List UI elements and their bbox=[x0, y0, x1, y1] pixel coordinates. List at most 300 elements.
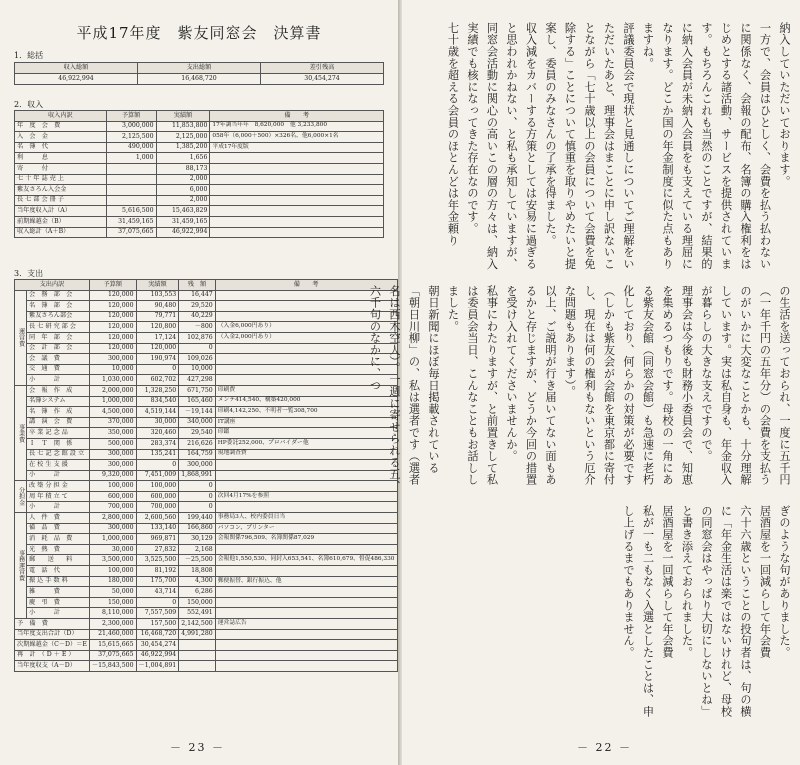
expense-cell: 46,922,994 bbox=[136, 650, 179, 661]
income-cell: 前期繰越金（B） bbox=[15, 216, 107, 227]
expense-row bbox=[15, 544, 398, 555]
expense-cell: 1,000,000 bbox=[89, 534, 136, 545]
expense-row bbox=[15, 449, 398, 460]
income-cell: 1,385,200 bbox=[156, 142, 210, 153]
expense-cell: 600,000 bbox=[89, 491, 136, 502]
expense-cell: （入金6,000円あり） bbox=[215, 322, 397, 333]
expense-cell: 小 計 bbox=[27, 608, 90, 619]
expense-cell: 165,460 bbox=[179, 396, 216, 407]
expense-cell: 6,286 bbox=[179, 587, 216, 598]
expense-cell: 0 bbox=[179, 343, 216, 354]
income-cell: 31,459,165 bbox=[106, 216, 156, 227]
income-cell: 31,459,165 bbox=[156, 216, 210, 227]
income-row bbox=[15, 121, 384, 132]
expense-cell: 長 七 研 究 部 会 bbox=[27, 322, 90, 333]
summary-value-row bbox=[15, 74, 384, 85]
income-cell bbox=[106, 174, 156, 185]
income-cell: 収入総計（A＋B） bbox=[15, 227, 107, 238]
income-cell: 46,922,994 bbox=[156, 227, 210, 238]
expense-cell: 4,300 bbox=[179, 576, 216, 587]
expense-cell: 電 話 代 bbox=[27, 566, 90, 577]
expense-cell: メンテ414,540、構築420,000 bbox=[215, 396, 397, 407]
expense-cell: 2,300,000 bbox=[89, 619, 136, 630]
expense-cell: 4,500,000 bbox=[89, 407, 136, 418]
income-table bbox=[14, 110, 384, 238]
expense-cell: 現地調査費 bbox=[215, 449, 397, 460]
income-cell: 名 簿 代 bbox=[15, 142, 107, 153]
expense-cell: 120,000 bbox=[136, 343, 179, 354]
expense-total-row bbox=[15, 640, 398, 651]
expense-cell: －19,144 bbox=[179, 407, 216, 418]
expense-cell: 4,519,144 bbox=[136, 407, 179, 418]
expense-cell: 283,374 bbox=[136, 438, 179, 449]
expense-cell: 100,000 bbox=[136, 481, 179, 492]
expense-header: 備 考 bbox=[215, 280, 397, 291]
income-cell: 2,000 bbox=[156, 195, 210, 206]
income-cell: 11,853,800 bbox=[156, 121, 210, 132]
expense-cell: 2,142,500 bbox=[179, 619, 216, 630]
expense-cell: 16,468,720 bbox=[136, 629, 179, 640]
expense-cell: 602,702 bbox=[136, 375, 179, 386]
expense-row bbox=[15, 354, 398, 365]
expense-cell bbox=[215, 502, 397, 513]
expense-cell: 7,451,009 bbox=[136, 470, 179, 481]
income-cell: 七 十 年 誌 売 上 bbox=[15, 174, 107, 185]
expense-cell: －1,004,891 bbox=[136, 661, 179, 672]
expense-cell: （入金2,000円あり） bbox=[215, 332, 397, 343]
expense-group-label: 分担金 bbox=[15, 481, 27, 513]
income-row bbox=[15, 142, 384, 153]
expense-cell: 1,030,000 bbox=[89, 375, 136, 386]
expense-row bbox=[15, 417, 398, 428]
expense-row bbox=[15, 608, 398, 619]
expense-row bbox=[15, 481, 398, 492]
expense-cell: 事務局3人、校内委員日当 bbox=[215, 513, 397, 524]
expense-cell: 当年度収支（A－D） bbox=[15, 661, 90, 672]
expense-row bbox=[15, 566, 398, 577]
expense-cell: 振 込 手 数 料 bbox=[27, 576, 90, 587]
expense-cell: 166,860 bbox=[179, 523, 216, 534]
page-number: － 22 － bbox=[577, 741, 632, 754]
expense-row bbox=[15, 555, 398, 566]
expense-cell bbox=[215, 650, 397, 661]
income-cell bbox=[106, 195, 156, 206]
expense-cell: 109,026 bbox=[179, 354, 216, 365]
expense-cell bbox=[215, 608, 397, 619]
expense-row bbox=[15, 343, 398, 354]
expense-cell: 4,991,280 bbox=[179, 629, 216, 640]
income-cell: 紫友さろん入会金 bbox=[15, 185, 107, 196]
expense-row bbox=[15, 364, 398, 375]
income-cell bbox=[210, 174, 384, 185]
income-row bbox=[15, 185, 384, 196]
expense-row bbox=[15, 491, 398, 502]
income-row bbox=[15, 216, 384, 227]
expense-cell: 0 bbox=[179, 491, 216, 502]
expense-cell: 消 耗 品 費 bbox=[27, 534, 90, 545]
expense-cell: 同 年 部 会 bbox=[27, 332, 90, 343]
expense-cell: 81,192 bbox=[136, 566, 179, 577]
expense-cell: 102,876 bbox=[179, 332, 216, 343]
expense-row bbox=[15, 587, 398, 598]
expense-header: 予算額 bbox=[89, 280, 136, 291]
vertical-text-middle: の生活を送っておられ、一度に五千円（一年千円の五年分）の会費を支払うのがいかに大変なことかも、十分理解しています。実は私自身も、年金収入が暮らしの大きな支えですので。 理事会は今後も財務小委員会で、知恵を集めるつもりです。母校の一角にある紫友会館（同窓会館）も急速に老朽化しており、何らかの対策が必要です（しかも紫友会が会館を東京都に寄付し、現在は何の権利もないという厄介な問題もあります）。 以上、ご説明が行き届いてない面もあるかと存じますが、どうか今回の措置を受け入れてくださいませんか。 私事にわたりますが、と前置きして私は委員会当日、こんなこともお話ししました。 朝日新聞にほぼ毎日掲載されている「朝日川柳」の、私は選者です（選者名は西木空人）。一週に寄せられる五、六千句のなかに、つ bbox=[368, 285, 791, 492]
expense-cell: IT講座 bbox=[215, 417, 397, 428]
expense-cell: 16,447 bbox=[179, 290, 216, 301]
expense-cell: 印鑑 bbox=[215, 428, 397, 439]
expense-cell: 再 計 （ D ＋ E ） bbox=[15, 650, 90, 661]
summary-value: 46,922,994 bbox=[15, 74, 138, 85]
expense-cell: 79,771 bbox=[136, 311, 179, 322]
income-cell bbox=[210, 227, 384, 238]
expense-cell bbox=[215, 587, 397, 598]
expense-cell: 1,868,991 bbox=[179, 470, 216, 481]
expense-cell: 7,557,509 bbox=[136, 608, 179, 619]
income-cell: 1,656 bbox=[156, 153, 210, 164]
expense-cell bbox=[179, 640, 216, 651]
expense-cell: 29,540 bbox=[179, 428, 216, 439]
expense-cell: 43,714 bbox=[136, 587, 179, 598]
expense-cell bbox=[215, 460, 397, 471]
expense-cell: 969,871 bbox=[136, 534, 179, 545]
expense-cell: －800 bbox=[179, 322, 216, 333]
expense-cell: 印刷費 bbox=[215, 385, 397, 396]
expense-cell: 700,000 bbox=[89, 502, 136, 513]
expense-cell: 300,000 bbox=[179, 460, 216, 471]
expense-row bbox=[15, 513, 398, 524]
expense-row bbox=[15, 438, 398, 449]
expense-table bbox=[14, 279, 398, 672]
expense-cell: 2,000,000 bbox=[89, 385, 136, 396]
income-cell: 490,000 bbox=[106, 142, 156, 153]
expense-cell: 150,000 bbox=[89, 597, 136, 608]
expense-cell: 雑 費 bbox=[27, 587, 90, 598]
expense-cell: 100,000 bbox=[89, 481, 136, 492]
expense-row bbox=[15, 460, 398, 471]
expense-cell: 120,000 bbox=[89, 322, 136, 333]
expense-cell: 10,000 bbox=[89, 364, 136, 375]
expense-cell: 郵 送 料 bbox=[27, 555, 90, 566]
expense-cell: 会 議 費 bbox=[27, 354, 90, 365]
expense-row bbox=[15, 396, 398, 407]
expense-cell: 37,075,665 bbox=[89, 650, 136, 661]
section-income-label: 2．収入 bbox=[14, 100, 44, 109]
expense-cell: 600,000 bbox=[136, 491, 179, 502]
expense-cell: 190,974 bbox=[136, 354, 179, 365]
expense-cell: 30,129 bbox=[179, 534, 216, 545]
income-row bbox=[15, 206, 384, 217]
expense-cell bbox=[215, 661, 397, 672]
expense-cell: 改 築 分 担 金 bbox=[27, 481, 90, 492]
page-23 bbox=[0, 0, 398, 765]
expense-cell: 交 通 費 bbox=[27, 364, 90, 375]
income-row bbox=[15, 163, 384, 174]
expense-row bbox=[15, 428, 398, 439]
expense-cell: 135,241 bbox=[136, 449, 179, 460]
expense-cell: 133,140 bbox=[136, 523, 179, 534]
page-title: 平成17年度 紫友同窓会 決算書 bbox=[76, 24, 322, 42]
expense-cell: 0 bbox=[136, 364, 179, 375]
expense-total-row bbox=[15, 661, 398, 672]
expense-cell: 216,626 bbox=[179, 438, 216, 449]
summary-header: 支出総額 bbox=[138, 63, 261, 74]
income-header: 備 考 bbox=[210, 111, 384, 122]
summary-header: 差引残高 bbox=[261, 63, 384, 74]
income-cell: 寄 付 bbox=[15, 163, 107, 174]
expense-cell: 2,168 bbox=[179, 544, 216, 555]
expense-cell: 光 熱 費 bbox=[27, 544, 90, 555]
summary-header-row bbox=[15, 63, 384, 74]
page-22 bbox=[368, 0, 800, 765]
income-header: 実績額 bbox=[156, 111, 210, 122]
expense-cell: 300,000 bbox=[89, 523, 136, 534]
expense-cell: 370,000 bbox=[89, 417, 136, 428]
expense-cell: 印刷4,142,250、不明者一覧308,700 bbox=[215, 407, 397, 418]
expense-cell: Ｉ Ｔ 関 係 bbox=[27, 438, 90, 449]
expense-cell: 30,454,274 bbox=[136, 640, 179, 651]
income-row bbox=[15, 153, 384, 164]
expense-cell: －15,843,500 bbox=[89, 661, 136, 672]
expense-cell: 103,553 bbox=[136, 290, 179, 301]
income-cell: 利 息 bbox=[15, 153, 107, 164]
expense-cell: 周 年 積 立 て bbox=[27, 491, 90, 502]
expense-cell: 0 bbox=[136, 460, 179, 471]
expense-cell: 164,759 bbox=[179, 449, 216, 460]
expense-cell bbox=[215, 640, 397, 651]
expense-total-row bbox=[15, 619, 398, 630]
expense-header: 支出内訳 bbox=[15, 280, 90, 291]
expense-cell: 紫友さろん部会 bbox=[27, 311, 90, 322]
expense-cell: 671,750 bbox=[179, 385, 216, 396]
expense-cell: 40,229 bbox=[179, 311, 216, 322]
income-cell: 長 七 部 会 冊 子 bbox=[15, 195, 107, 206]
expense-cell: 予 備 費 bbox=[15, 619, 90, 630]
expense-cell: 0 bbox=[136, 597, 179, 608]
income-cell: 5,616,500 bbox=[106, 206, 156, 217]
income-cell: 平成17年度版 bbox=[210, 142, 384, 153]
expense-cell: 199,440 bbox=[179, 513, 216, 524]
expense-cell: 120,800 bbox=[136, 322, 179, 333]
expense-cell: 175,700 bbox=[136, 576, 179, 587]
income-cell: 17年調当年年 8,620,000 他 3,233,800 bbox=[210, 121, 384, 132]
income-row bbox=[15, 174, 384, 185]
income-cell bbox=[210, 185, 384, 196]
expense-row bbox=[15, 301, 398, 312]
income-cell bbox=[210, 195, 384, 206]
income-cell bbox=[106, 163, 156, 174]
income-cell: 058年（6,000＋500）×326名、他6,000×1名 bbox=[210, 132, 384, 143]
expense-cell: 50,000 bbox=[89, 587, 136, 598]
expense-cell: 27,832 bbox=[136, 544, 179, 555]
expense-cell: 0 bbox=[179, 502, 216, 513]
expense-cell: 300,000 bbox=[89, 354, 136, 365]
income-cell: 2,125,500 bbox=[106, 132, 156, 143]
expense-cell: 0 bbox=[179, 481, 216, 492]
expense-cell: 講 演 会 費 bbox=[27, 417, 90, 428]
expense-row bbox=[15, 470, 398, 481]
expense-header: 実績額 bbox=[136, 280, 179, 291]
expense-total-row bbox=[15, 650, 398, 661]
expense-cell: 次回4月17%を参照 bbox=[215, 491, 397, 502]
expense-cell: 小 計 bbox=[27, 470, 90, 481]
expense-cell: 3,525,500 bbox=[136, 555, 179, 566]
expense-cell: 157,500 bbox=[136, 619, 179, 630]
expense-row bbox=[15, 597, 398, 608]
expense-cell: 名 簿 作 成 bbox=[27, 407, 90, 418]
expense-row bbox=[15, 322, 398, 333]
expense-cell: 2,600,560 bbox=[136, 513, 179, 524]
expense-row bbox=[15, 375, 398, 386]
expense-cell: 15,615,665 bbox=[89, 640, 136, 651]
expense-cell: 卒 業 記 念 品 bbox=[27, 428, 90, 439]
income-cell: 2,125,000 bbox=[156, 132, 210, 143]
income-cell bbox=[210, 216, 384, 227]
expense-header-row bbox=[15, 280, 398, 291]
income-header-row bbox=[15, 111, 384, 122]
vertical-text-top: 納入していただいております。 一方で、会員はひとしく、会費を払う払わないに関係なく、会報の配布、名簿の購入権利をはじめとする諸活動、サービスを提供されています。もちろんこれも当然のことですが、結果的に納入会員が未納入会員をも支えている理屈になります。どこか国の年金制度に似た点もありますね。 評議委員会で現状と見通しについてご理解をいただいたあと、理事会はまことに申し訳ないことながら「七十歳以上の会員について会費を免除する」ことについて慎重を取りやめたいと提案し、委員のみなさんの了承を得ました。 収入減をカバーする方策としては安易に過ぎると思われかねない、と私も承知していますが、同窓会活動に関心の高いこの層の方々は、納入実績でも核になってきた存在なのです。 七十歳を超える会員のほとんどは年金頼り bbox=[446, 22, 791, 270]
expense-cell bbox=[215, 544, 397, 555]
expense-cell: 小 計 bbox=[27, 502, 90, 513]
income-cell bbox=[210, 153, 384, 164]
expense-row bbox=[15, 290, 398, 301]
expense-cell: 10,000 bbox=[179, 364, 216, 375]
expense-row bbox=[15, 385, 398, 396]
income-cell bbox=[210, 206, 384, 217]
expense-cell: 慶 弔 費 bbox=[27, 597, 90, 608]
expense-cell: 当年度支出合計（D） bbox=[15, 629, 90, 640]
expense-row bbox=[15, 502, 398, 513]
expense-cell bbox=[179, 661, 216, 672]
income-row bbox=[15, 227, 384, 238]
income-cell: 3,000,000 bbox=[106, 121, 156, 132]
expense-group-label: 事業費 bbox=[15, 385, 27, 480]
expense-cell: 300,000 bbox=[89, 449, 136, 460]
summary-header: 収入総額 bbox=[15, 63, 138, 74]
expense-cell: 3,500,000 bbox=[89, 555, 136, 566]
expense-cell: 人 件 費 bbox=[27, 513, 90, 524]
expense-cell: 運営誌広告 bbox=[215, 619, 397, 630]
summary-table bbox=[14, 62, 384, 85]
expense-cell: 2,800,000 bbox=[89, 513, 136, 524]
expense-header: 残 額 bbox=[179, 280, 216, 291]
expense-cell: 郵便振替、銀行振込、他 bbox=[215, 576, 397, 587]
expense-cell: 552,491 bbox=[179, 608, 216, 619]
income-cell bbox=[106, 185, 156, 196]
income-cell bbox=[210, 163, 384, 174]
summary-value: 16,468,720 bbox=[138, 74, 261, 85]
expense-cell: 320,460 bbox=[136, 428, 179, 439]
income-cell: 88,173 bbox=[156, 163, 210, 174]
income-cell: 15,463,829 bbox=[156, 206, 210, 217]
expense-cell: 21,460,000 bbox=[89, 629, 136, 640]
expense-cell: 17,124 bbox=[136, 332, 179, 343]
income-cell: 37,075,665 bbox=[106, 227, 156, 238]
expense-cell: 834,540 bbox=[136, 396, 179, 407]
expense-cell: 8,110,000 bbox=[89, 608, 136, 619]
expense-cell: 30,000 bbox=[89, 544, 136, 555]
expense-cell: 340,000 bbox=[179, 417, 216, 428]
income-row bbox=[15, 132, 384, 143]
expense-cell: 会報関係796,509、名簿関係87,029 bbox=[215, 534, 397, 545]
income-cell: 当年度収入計（A） bbox=[15, 206, 107, 217]
expense-cell: 名 簿 部 会 bbox=[27, 301, 90, 312]
expense-cell: 会報他1,550,530、同封入653,541、名簿610,679、督促486,330 bbox=[215, 555, 397, 566]
expense-cell: 120,000 bbox=[89, 332, 136, 343]
expense-group-label: 事務運営費 bbox=[15, 513, 27, 619]
expense-cell: パソコン、プリンター bbox=[215, 523, 397, 534]
expense-group-label: 運営費 bbox=[15, 290, 27, 385]
expense-cell: 150,000 bbox=[179, 597, 216, 608]
expense-cell: 1,000,000 bbox=[89, 396, 136, 407]
income-header: 予算額 bbox=[106, 111, 156, 122]
expense-row bbox=[15, 534, 398, 545]
expense-cell bbox=[215, 470, 397, 481]
expense-row bbox=[15, 332, 398, 343]
expense-cell bbox=[215, 566, 397, 577]
expense-cell: 700,000 bbox=[136, 502, 179, 513]
expense-cell: 会 計 部 会 bbox=[27, 343, 90, 354]
expense-cell: 120,000 bbox=[89, 311, 136, 322]
income-cell: 入 会 金 bbox=[15, 132, 107, 143]
expense-row bbox=[15, 576, 398, 587]
expense-total-row bbox=[15, 629, 398, 640]
expense-row bbox=[15, 311, 398, 322]
expense-cell bbox=[215, 597, 397, 608]
expense-cell: HP委託252,000、プロバイダー他 bbox=[215, 438, 397, 449]
expense-row bbox=[15, 523, 398, 534]
income-cell: 1,000 bbox=[106, 153, 156, 164]
expense-cell bbox=[179, 650, 216, 661]
expense-cell: 長 七 記 念 館 設 立 bbox=[27, 449, 90, 460]
expense-cell: 1,328,250 bbox=[136, 385, 179, 396]
expense-cell: 会 務 部 会 bbox=[27, 290, 90, 301]
summary-value: 30,454,274 bbox=[261, 74, 384, 85]
income-cell: 年 度 会 費 bbox=[15, 121, 107, 132]
expense-cell: 小 計 bbox=[27, 375, 90, 386]
expense-cell: 120,000 bbox=[89, 343, 136, 354]
expense-cell: 会 報 作 成 bbox=[27, 385, 90, 396]
expense-cell: 120,000 bbox=[89, 301, 136, 312]
expense-cell: －25,500 bbox=[179, 555, 216, 566]
expense-cell: 300,000 bbox=[89, 460, 136, 471]
expense-cell: 350,000 bbox=[89, 428, 136, 439]
expense-cell: 90,480 bbox=[136, 301, 179, 312]
expense-cell: 500,000 bbox=[89, 438, 136, 449]
expense-cell: 120,000 bbox=[89, 290, 136, 301]
expense-cell: 29,520 bbox=[179, 301, 216, 312]
page-number: － 23 － bbox=[170, 741, 225, 754]
income-header: 収入内訳 bbox=[15, 111, 107, 122]
expense-cell: 9,320,000 bbox=[89, 470, 136, 481]
expense-cell bbox=[215, 629, 397, 640]
section-summary-label: 1．総括 bbox=[14, 51, 44, 60]
expense-cell: 備 品 費 bbox=[27, 523, 90, 534]
expense-cell: 30,000 bbox=[136, 417, 179, 428]
expense-cell: 100,000 bbox=[89, 566, 136, 577]
section-expense-label: 3．支出 bbox=[14, 269, 44, 278]
expense-cell: 180,000 bbox=[89, 576, 136, 587]
expense-cell: 427,298 bbox=[179, 375, 216, 386]
expense-row bbox=[15, 407, 398, 418]
expense-cell: 18,808 bbox=[179, 566, 216, 577]
income-cell: 6,000 bbox=[156, 185, 210, 196]
income-cell: 2,000 bbox=[156, 174, 210, 185]
expense-cell: 次期繰越金（C－D）＝E bbox=[15, 640, 90, 651]
expense-cell: 在 校 生 支 援 bbox=[27, 460, 90, 471]
expense-cell bbox=[215, 481, 397, 492]
expense-cell: 名簿システム bbox=[27, 396, 90, 407]
income-row bbox=[15, 195, 384, 206]
